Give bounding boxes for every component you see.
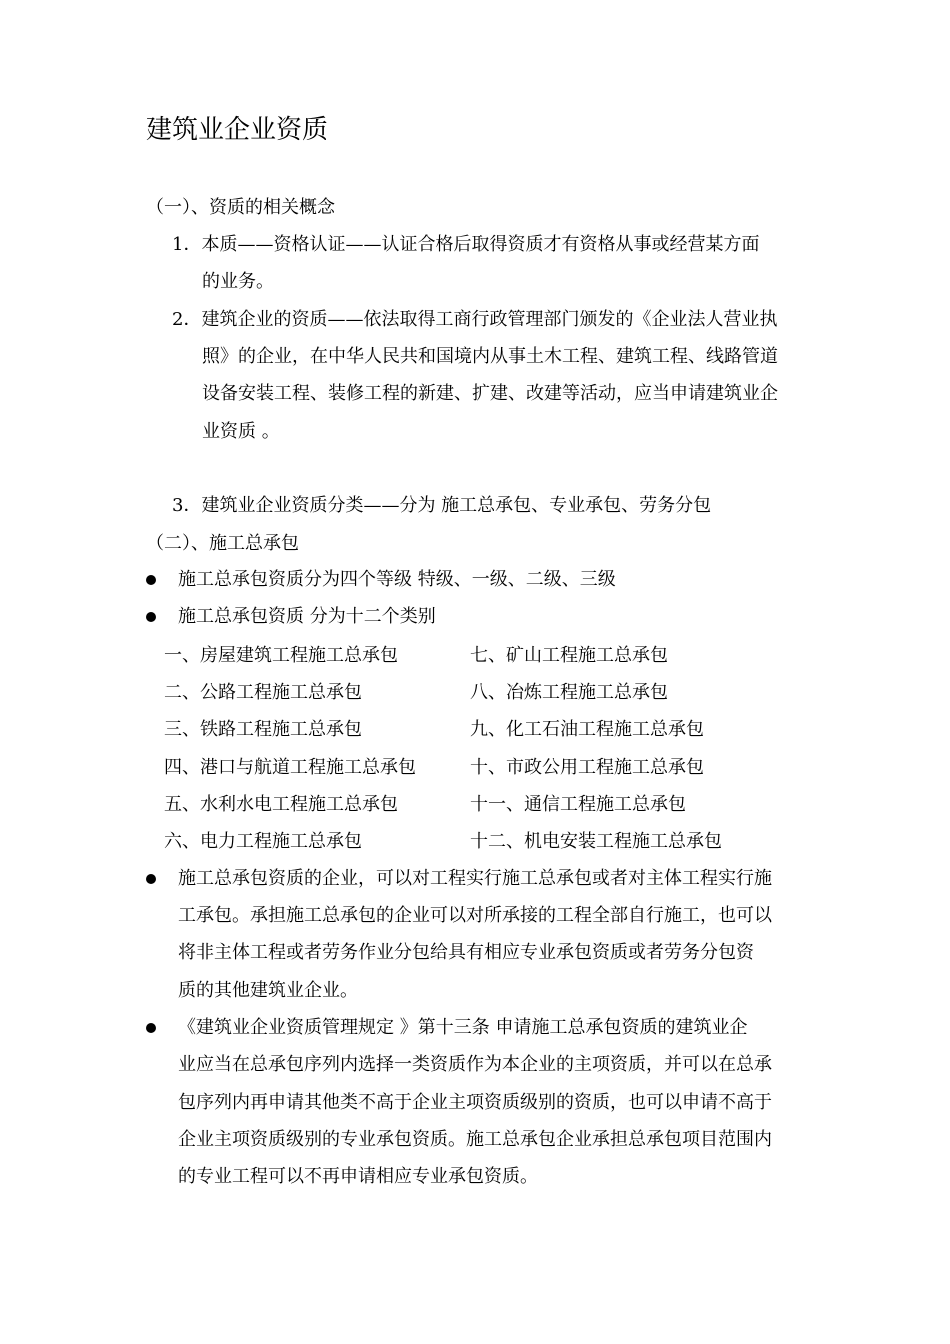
category-item: 一、房屋建筑工程施工总承包 xyxy=(164,645,398,666)
paragraph-line: 照》的企业，在中华人民共和国境内从事土木工程、建筑工程、线路管道 xyxy=(202,346,778,367)
paragraph-line: 业资质 。 xyxy=(202,421,280,442)
paragraph-line: 2．建筑企业的资质——依法取得工商行政管理部门颁发的《企业法人营业执 xyxy=(172,309,778,330)
paragraph-line: 3．建筑业企业资质分类——分为 施工总承包、专业承包、劳务分包 xyxy=(172,495,712,516)
bullet-icon xyxy=(146,874,156,884)
bullet-text: 工承包。承担施工总承包的企业可以对所承接的工程全部自行施工，也可以 xyxy=(178,905,772,926)
category-item: 九、化工石油工程施工总承包 xyxy=(470,719,704,740)
category-item: 三、铁路工程施工总承包 xyxy=(164,719,362,740)
category-item: 七、矿山工程施工总承包 xyxy=(470,645,668,666)
paragraph-line: 的业务。 xyxy=(202,271,274,292)
bullet-text: 企业主项资质级别的专业承包资质。施工总承包企业承担总承包项目范围内 xyxy=(178,1129,772,1150)
category-item: 十、市政公用工程施工总承包 xyxy=(470,757,704,778)
category-item: 六、电力工程施工总承包 xyxy=(164,831,362,852)
bullet-text: 质的其他建筑业企业。 xyxy=(178,980,358,1001)
bullet-text: 将非主体工程或者劳务作业分包给具有相应专业承包资质或者劳务分包资 xyxy=(178,942,754,963)
paragraph-line: 1．本质——资格认证——认证合格后取得资质才有资格从事或经营某方面 xyxy=(172,234,760,255)
bullet-text: 《建筑业企业资质管理规定 》第十三条 申请施工总承包资质的建筑业企 xyxy=(178,1017,748,1038)
category-item: 十一、通信工程施工总承包 xyxy=(470,794,686,815)
section-heading: （一）、资质的相关概念 xyxy=(146,197,335,218)
category-item: 八、冶炼工程施工总承包 xyxy=(470,682,668,703)
category-item: 五、水利水电工程施工总承包 xyxy=(164,794,398,815)
bullet-icon xyxy=(146,575,156,585)
bullet-text: 施工总承包资质的企业，可以对工程实行施工总承包或者对主体工程实行施 xyxy=(178,868,772,889)
bullet-text: 施工总承包资质分为四个等级 特级、一级、二级、三级 xyxy=(178,569,616,590)
paragraph-line: 设备安装工程、装修工程的新建、扩建、改建等活动，应当申请建筑业企 xyxy=(202,383,778,404)
bullet-icon xyxy=(146,612,156,622)
document-title: 建筑业企业资质 xyxy=(146,115,329,145)
section-heading: （二）、施工总承包 xyxy=(146,533,299,554)
category-item: 十二、机电安装工程施工总承包 xyxy=(470,831,722,852)
category-item: 四、港口与航道工程施工总承包 xyxy=(164,757,416,778)
category-item: 二、公路工程施工总承包 xyxy=(164,682,362,703)
bullet-text: 的专业工程可以不再申请相应专业承包资质。 xyxy=(178,1166,538,1187)
bullet-icon xyxy=(146,1023,156,1033)
bullet-text: 包序列内再申请其他类不高于企业主项资质级别的资质，也可以申请不高于 xyxy=(178,1092,772,1113)
bullet-text: 施工总承包资质 分为十二个类别 xyxy=(178,606,436,627)
bullet-text: 业应当在总承包序列内选择一类资质作为本企业的主项资质，并可以在总承 xyxy=(178,1054,772,1075)
